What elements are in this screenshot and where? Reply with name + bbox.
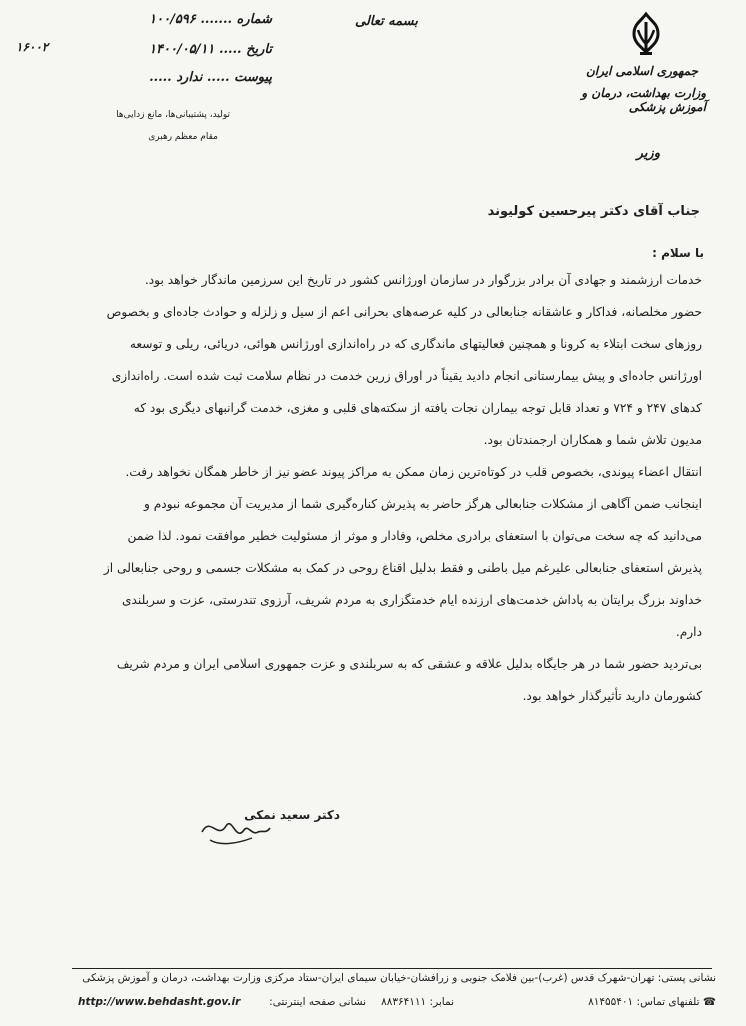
date-value: ۱۴۰۰/۰۵/۱۱ <box>149 42 215 57</box>
paragraph-1: خدمات ارزشمند و جهادی آن برادر بزرگوار در سازمان اورژانس کشور در تاریخ این سرزمین ماندگار خواهد بود. <box>144 273 702 287</box>
minister-title: وزیر <box>636 146 660 161</box>
footer-website-link[interactable]: http://www.behdasht.gov.ir <box>78 996 241 1008</box>
footer-divider <box>72 968 712 969</box>
footer-phone <box>556 996 716 1008</box>
phone-text: تلفنهای تماس: ۸۱۴۵۵۴۰۱ <box>588 996 700 1008</box>
signatory-name: دکتر سعید نمکی <box>244 808 340 822</box>
recipient: جناب آقای دکتر پیرحسین کولیوند <box>487 204 700 219</box>
number-value: ۱۰۰/۵۹۶ <box>149 12 196 27</box>
date-label: تاریخ <box>246 42 272 57</box>
attachment-label: پیوست <box>234 70 272 85</box>
cc-line-1: تولید، پشتیبانی‌ها، مانع زدایی‌ها <box>116 110 230 120</box>
paragraph-2: حضور مخلصانه، فداکار و عاشقانه جنابعالی در کلیه عرصه‌های بحرانی اعم از سیل و زلزله و حوادث جاده‌ای و بخصوص روزهای سخت ابتلاء به کرونا و همچنین فعالیتهای ماندگاری که در راه‌اندازی اورژانس هوائی، دریائی، ریلی و توسعه اورژانس جاده‌ای و پیش بیمارستانی انجام دادید یقیناً در اوراق زرین خدمت در نظام سلامت ثبت شده است. راه‌اندازی کدهای ۲۴۷ و ۷۲۴ و تعداد قابل توجه بیماران نجات یافته از سکته‌های قلبی و مغزی، خدمت گرانبهای دیگری بود که مدیون تلاش شما و همکاران ارجمندتان بود. <box>106 305 702 447</box>
letter-body <box>102 264 702 712</box>
attachment-value: ندارد <box>176 70 203 85</box>
paragraph-3: انتقال اعضاء پیوندی، بخصوص قلب در کوتاه‌ترین زمان ممکن به مراکز پیوند عضو نیز از خاطر همگان نخواهد رفت. <box>125 465 702 479</box>
iran-emblem-icon <box>626 12 666 58</box>
cc-line-2: مقام معظم رهبری <box>148 132 218 142</box>
paragraph-4: اینجانب ضمن آگاهی از مشکلات جنابعالی هرگز حاضر به پذیرش کناره‌گیری شما از مدیریت آن مجموعه نبودم و می‌دانید که چه سخت می‌توان با استعفای برادری مخلص، وفادار و موثر از مسئولیت خطیر موافقت نمود. لذا ضمن پذیرش استعفای جنابعالی علیرغم میل باطنی و فقط بدلیل اقناع روحی در کمک به مشکلات جسمی و روحی جنابعالی از خداوند بزرگ برایتان به پاداش خدمت‌های ارزنده ایام خدمتگزاری به مردم شریف، آرزوی تندرستی، عزت و سربلندی دارم. <box>103 497 702 639</box>
side-number: ۱۶۰۰۲ <box>16 40 49 54</box>
footer-website-label: نشانی صفحه اینترنتی: <box>269 996 366 1008</box>
footer-address: نشانی پستی: تهران-شهرک قدس (غرب)-بین فلامک جنوبی و زرافشان-خیابان سیمای ایران-ستاد مرکزی وزارت بهداشت، درمان و آموزش پزشکی <box>82 972 716 984</box>
bismillah: بسمه تعالی <box>355 14 418 29</box>
number-label: شماره <box>236 12 272 27</box>
handwritten-signature <box>196 810 276 850</box>
phone-icon: ☎ <box>702 996 716 1008</box>
footer-fax: نمابر: ۸۸۳۶۴۱۱۱ <box>381 996 454 1008</box>
letter-number: شماره ....... ۱۰۰/۵۹۶ <box>149 12 272 27</box>
ministry-line-1: جمهوری اسلامی ایران <box>585 64 698 78</box>
greeting: با سلام : <box>652 246 704 260</box>
ministry-line-2: وزارت بهداشت، درمان و آموزش پزشکی <box>581 86 706 114</box>
paragraph-5: بی‌تردید حضور شما در هر جایگاه بدلیل علاقه و عشقی که به سربلندی و عزت جمهوری اسلامی ایران و مردم شریف کشورمان دارید تأثیرگذار خواهد بود. <box>116 657 702 703</box>
letter-date: تاریخ ..... ۱۴۰۰/۰۵/۱۱ <box>149 42 272 57</box>
letter-attachment: پیوست ..... ندارد ..... <box>149 70 272 85</box>
